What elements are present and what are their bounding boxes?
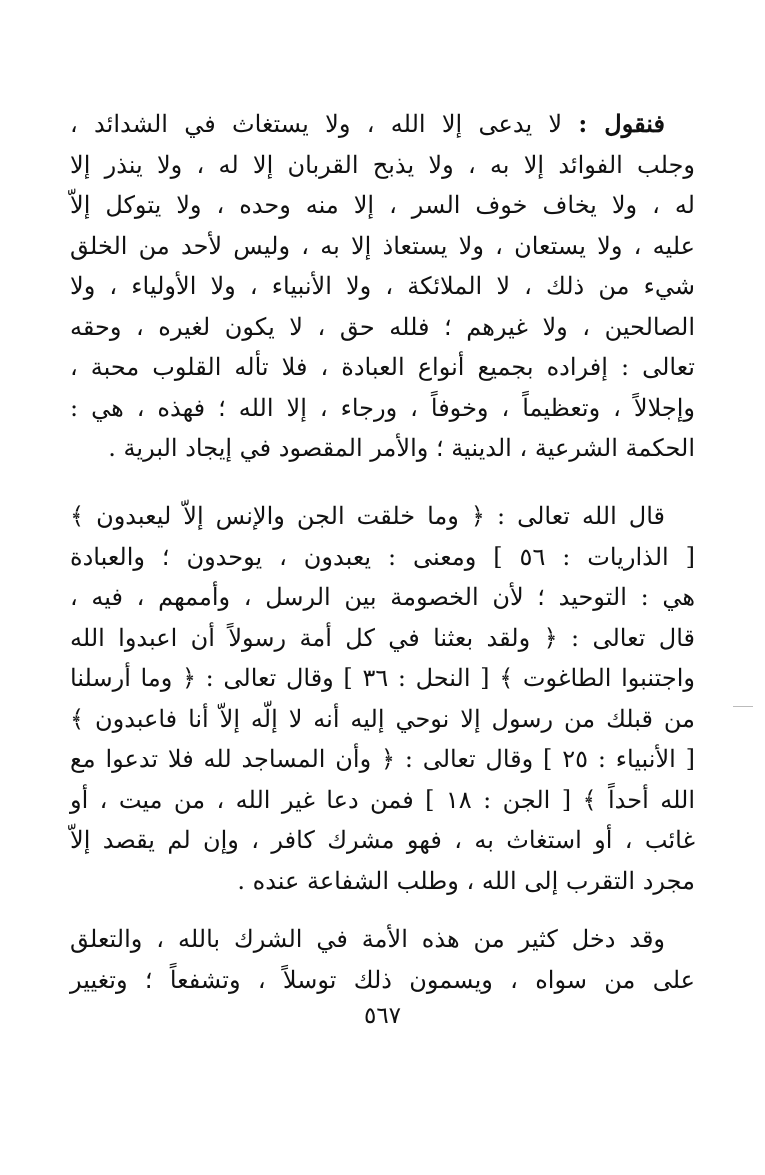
- paragraph-1-line-9: الحكمة الشرعية ، الدينية ؛ والأمر المقصود في إيجاد البرية .: [108, 434, 695, 462]
- paragraph-1-line-7: تعالى : إفراده بجميع أنواع العبادة ، فلا تأله القلوب محبة ،: [70, 353, 695, 381]
- paragraph-1-line-2: وجلب الفوائد إلا به ، ولا يذبح القربان إلا له ، ولا ينذر إلا: [70, 150, 695, 179]
- paragraph-3-line-2: على من سواه ، ويسمون ذلك توسلاً ، وتشفعاً ؛ وتغيير: [70, 965, 695, 994]
- margin-mark: [733, 706, 753, 707]
- paragraph-1-line-3: له ، ولا يخاف خوف السر ، إلا منه وحده ، ولا يتوكل إلاّ: [70, 191, 695, 219]
- paragraph-3: [70, 919, 695, 1000]
- paragraph-1-lead: فنقول :: [578, 109, 665, 138]
- paragraph-1-line-6: الصالحين ، ولا غيرهم ؛ فلله حق ، لا يكون لغيره ، وحقه: [70, 312, 695, 341]
- paragraph-2-line-9: غائب ، أو استغاث به ، فهو مشرك كافر ، وإن لم يقصد إلاّ: [70, 826, 695, 854]
- paragraph-2-line-6: من قبلك من رسول إلا نوحي إليه أنه لا إلّه إلاّ أنا فاعبدون ﴾: [70, 704, 695, 733]
- paragraph-1-line-1: [70, 104, 695, 145]
- paragraph-3-line-1: وقد دخل كثير من هذه الأمة في الشرك بالله ، والتعلق: [70, 925, 665, 953]
- paragraph-2-line-10: مجرد التقرب إلى الله ، وطلب الشفاعة عنده .: [237, 866, 695, 895]
- paragraph-2-line-4: قال تعالى : ﴿ ولقد بعثنا في كل أمة رسولاً أن اعبدوا الله: [70, 623, 695, 652]
- paragraph-2-line-3: هي : التوحيد ؛ لأن الخصومة بين الرسل ، وأممهم ، فيه ،: [70, 583, 695, 611]
- paragraph-2: [70, 496, 695, 901]
- paragraph-2-line-5: واجتنبوا الطاغوت ﴾ [ النحل : ٣٦ ] وقال تعالى : ﴿ وما أرسلنا: [70, 664, 695, 692]
- paragraph-1-line-5: شيء من ذلك ، لا الملائكة ، ولا الأنبياء ، ولا الأولياء ، ولا: [70, 272, 695, 300]
- paragraph-2-line-8: الله أحداً ﴾ [ الجن : ١٨ ] فمن دعا غير الله ، من ميت ، أو: [70, 785, 695, 814]
- paragraph-2-line-2: [ الذاريات : ٥٦ ] ومعنى : يعبدون ، يوحدون ؛ والعبادة: [70, 542, 695, 571]
- paragraph-2-line-1: قال الله تعالى : ﴿ وما خلقت الجن والإنس إلاّ ليعبدون ﴾: [70, 502, 665, 530]
- paragraph-1-line-8: وإجلالاً ، وتعظيماً ، وخوفاً ، ورجاء ، إلا الله ؛ فهذه ، هي :: [70, 393, 695, 422]
- paragraph-1-line-1-text: لا يدعى إلا الله ، ولا يستغاث في الشدائد ،: [70, 110, 579, 138]
- page-number: ٥٦٧: [363, 1003, 402, 1029]
- paragraph-2-line-7: [ الأنبياء : ٢٥ ] وقال تعالى : ﴿ وأن المساجد لله فلا تدعوا مع: [70, 745, 696, 773]
- paragraph-1: [70, 104, 695, 469]
- paragraph-1-line-4: عليه ، ولا يستعان ، ولا يستعاذ إلا به ، وليس لأحد من الخلق: [70, 231, 695, 260]
